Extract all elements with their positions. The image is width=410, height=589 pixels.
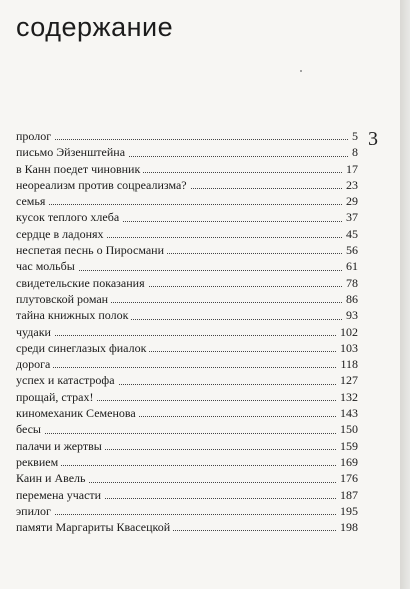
toc-entry <box>16 274 358 290</box>
toc-entry-title: реквием <box>16 455 61 470</box>
toc-entry <box>16 208 358 224</box>
toc-entry-page: 169 <box>337 455 358 470</box>
toc-entry <box>16 143 358 159</box>
ink-speck <box>300 70 302 72</box>
toc-entry-title: в Канн поедет чиновник <box>16 162 143 177</box>
toc-entry-page: 143 <box>337 406 358 421</box>
toc-entry <box>16 355 358 371</box>
toc-entry <box>16 453 358 469</box>
toc-entry-title: перемена участи <box>16 488 104 503</box>
dot-leader <box>16 204 358 205</box>
toc-entry-page: 93 <box>343 308 358 323</box>
toc-entry-title: киномеханик Семенова <box>16 406 139 421</box>
table-of-contents <box>16 127 358 534</box>
page-number: 3 <box>368 128 378 150</box>
toc-entry <box>16 404 358 420</box>
toc-entry-page: 86 <box>343 292 358 307</box>
toc-entry-title: письмо Эйзенштейна <box>16 145 128 160</box>
toc-entry-title: сердце в ладонях <box>16 227 107 242</box>
toc-entry <box>16 323 358 339</box>
toc-entry-page: 37 <box>343 210 358 225</box>
toc-entry <box>16 192 358 208</box>
toc-entry <box>16 420 358 436</box>
toc-entry-title: кусок теплого хлеба <box>16 210 122 225</box>
page-title: содержание <box>16 12 174 42</box>
toc-entry-page: 159 <box>337 439 358 454</box>
toc-entry-page: 5 <box>349 129 358 144</box>
toc-entry <box>16 176 358 192</box>
toc-entry-page: 198 <box>337 520 358 535</box>
toc-entry-title: тайна книжных полок <box>16 308 131 323</box>
toc-entry <box>16 388 358 404</box>
toc-entry-page: 195 <box>337 504 358 519</box>
dot-leader <box>16 465 358 466</box>
toc-entry-page: 45 <box>343 227 358 242</box>
dot-leader <box>16 514 358 515</box>
toc-entry-title: памяти Маргариты Квасецкой <box>16 520 173 535</box>
toc-entry-page: 103 <box>337 341 358 356</box>
toc-entry-page: 102 <box>337 325 358 340</box>
toc-entry <box>16 257 358 273</box>
dot-leader <box>16 433 358 434</box>
toc-entry-page: 17 <box>343 162 358 177</box>
toc-entry-page: 78 <box>343 276 358 291</box>
toc-entry <box>16 469 358 485</box>
toc-entry-title: неспетая песнь о Пиросмани <box>16 243 167 258</box>
toc-entry-title: неореализм против соцреализма? <box>16 178 190 193</box>
toc-entry-page: 187 <box>337 488 358 503</box>
toc-entry-title: дорога <box>16 357 53 372</box>
toc-entry-title: свидетельские показания <box>16 276 148 291</box>
toc-entry <box>16 437 358 453</box>
toc-entry-title: час мольбы <box>16 259 78 274</box>
toc-entry-title: семья <box>16 194 48 209</box>
toc-entry-page: 118 <box>337 357 358 372</box>
toc-entry-page: 176 <box>337 471 358 486</box>
toc-entry-page: 8 <box>349 145 358 160</box>
toc-entry-title: Каин и Авель <box>16 471 89 486</box>
toc-entry-page: 23 <box>343 178 358 193</box>
toc-entry <box>16 127 358 143</box>
toc-entry <box>16 225 358 241</box>
toc-entry <box>16 339 358 355</box>
page-edge <box>400 0 410 589</box>
toc-entry-title: палачи и жертвы <box>16 439 105 454</box>
show-through-text <box>236 508 400 588</box>
toc-entry-page: 127 <box>337 373 358 388</box>
toc-entry-title: пролог <box>16 129 54 144</box>
toc-entry-page: 56 <box>343 243 358 258</box>
toc-entry-title: бесы <box>16 422 44 437</box>
toc-entry <box>16 371 358 387</box>
toc-entry-title: чудаки <box>16 325 54 340</box>
dot-leader <box>16 367 358 368</box>
toc-entry <box>16 290 358 306</box>
toc-entry-page: 132 <box>337 390 358 405</box>
toc-entry <box>16 486 358 502</box>
dot-leader <box>16 335 358 336</box>
dot-leader <box>16 139 358 140</box>
toc-entry <box>16 160 358 176</box>
toc-entry-title: среди синеглазых фиалок <box>16 341 149 356</box>
toc-entry-page: 29 <box>343 194 358 209</box>
toc-entry <box>16 306 358 322</box>
toc-entry-page: 61 <box>343 259 358 274</box>
toc-entry <box>16 241 358 257</box>
toc-entry-title: плутовской роман <box>16 292 111 307</box>
toc-entry-title: прощай, страх! <box>16 390 96 405</box>
toc-entry-page: 150 <box>337 422 358 437</box>
toc-entry-title: успех и катастрофа <box>16 373 118 388</box>
toc-entry-title: эпилог <box>16 504 54 519</box>
